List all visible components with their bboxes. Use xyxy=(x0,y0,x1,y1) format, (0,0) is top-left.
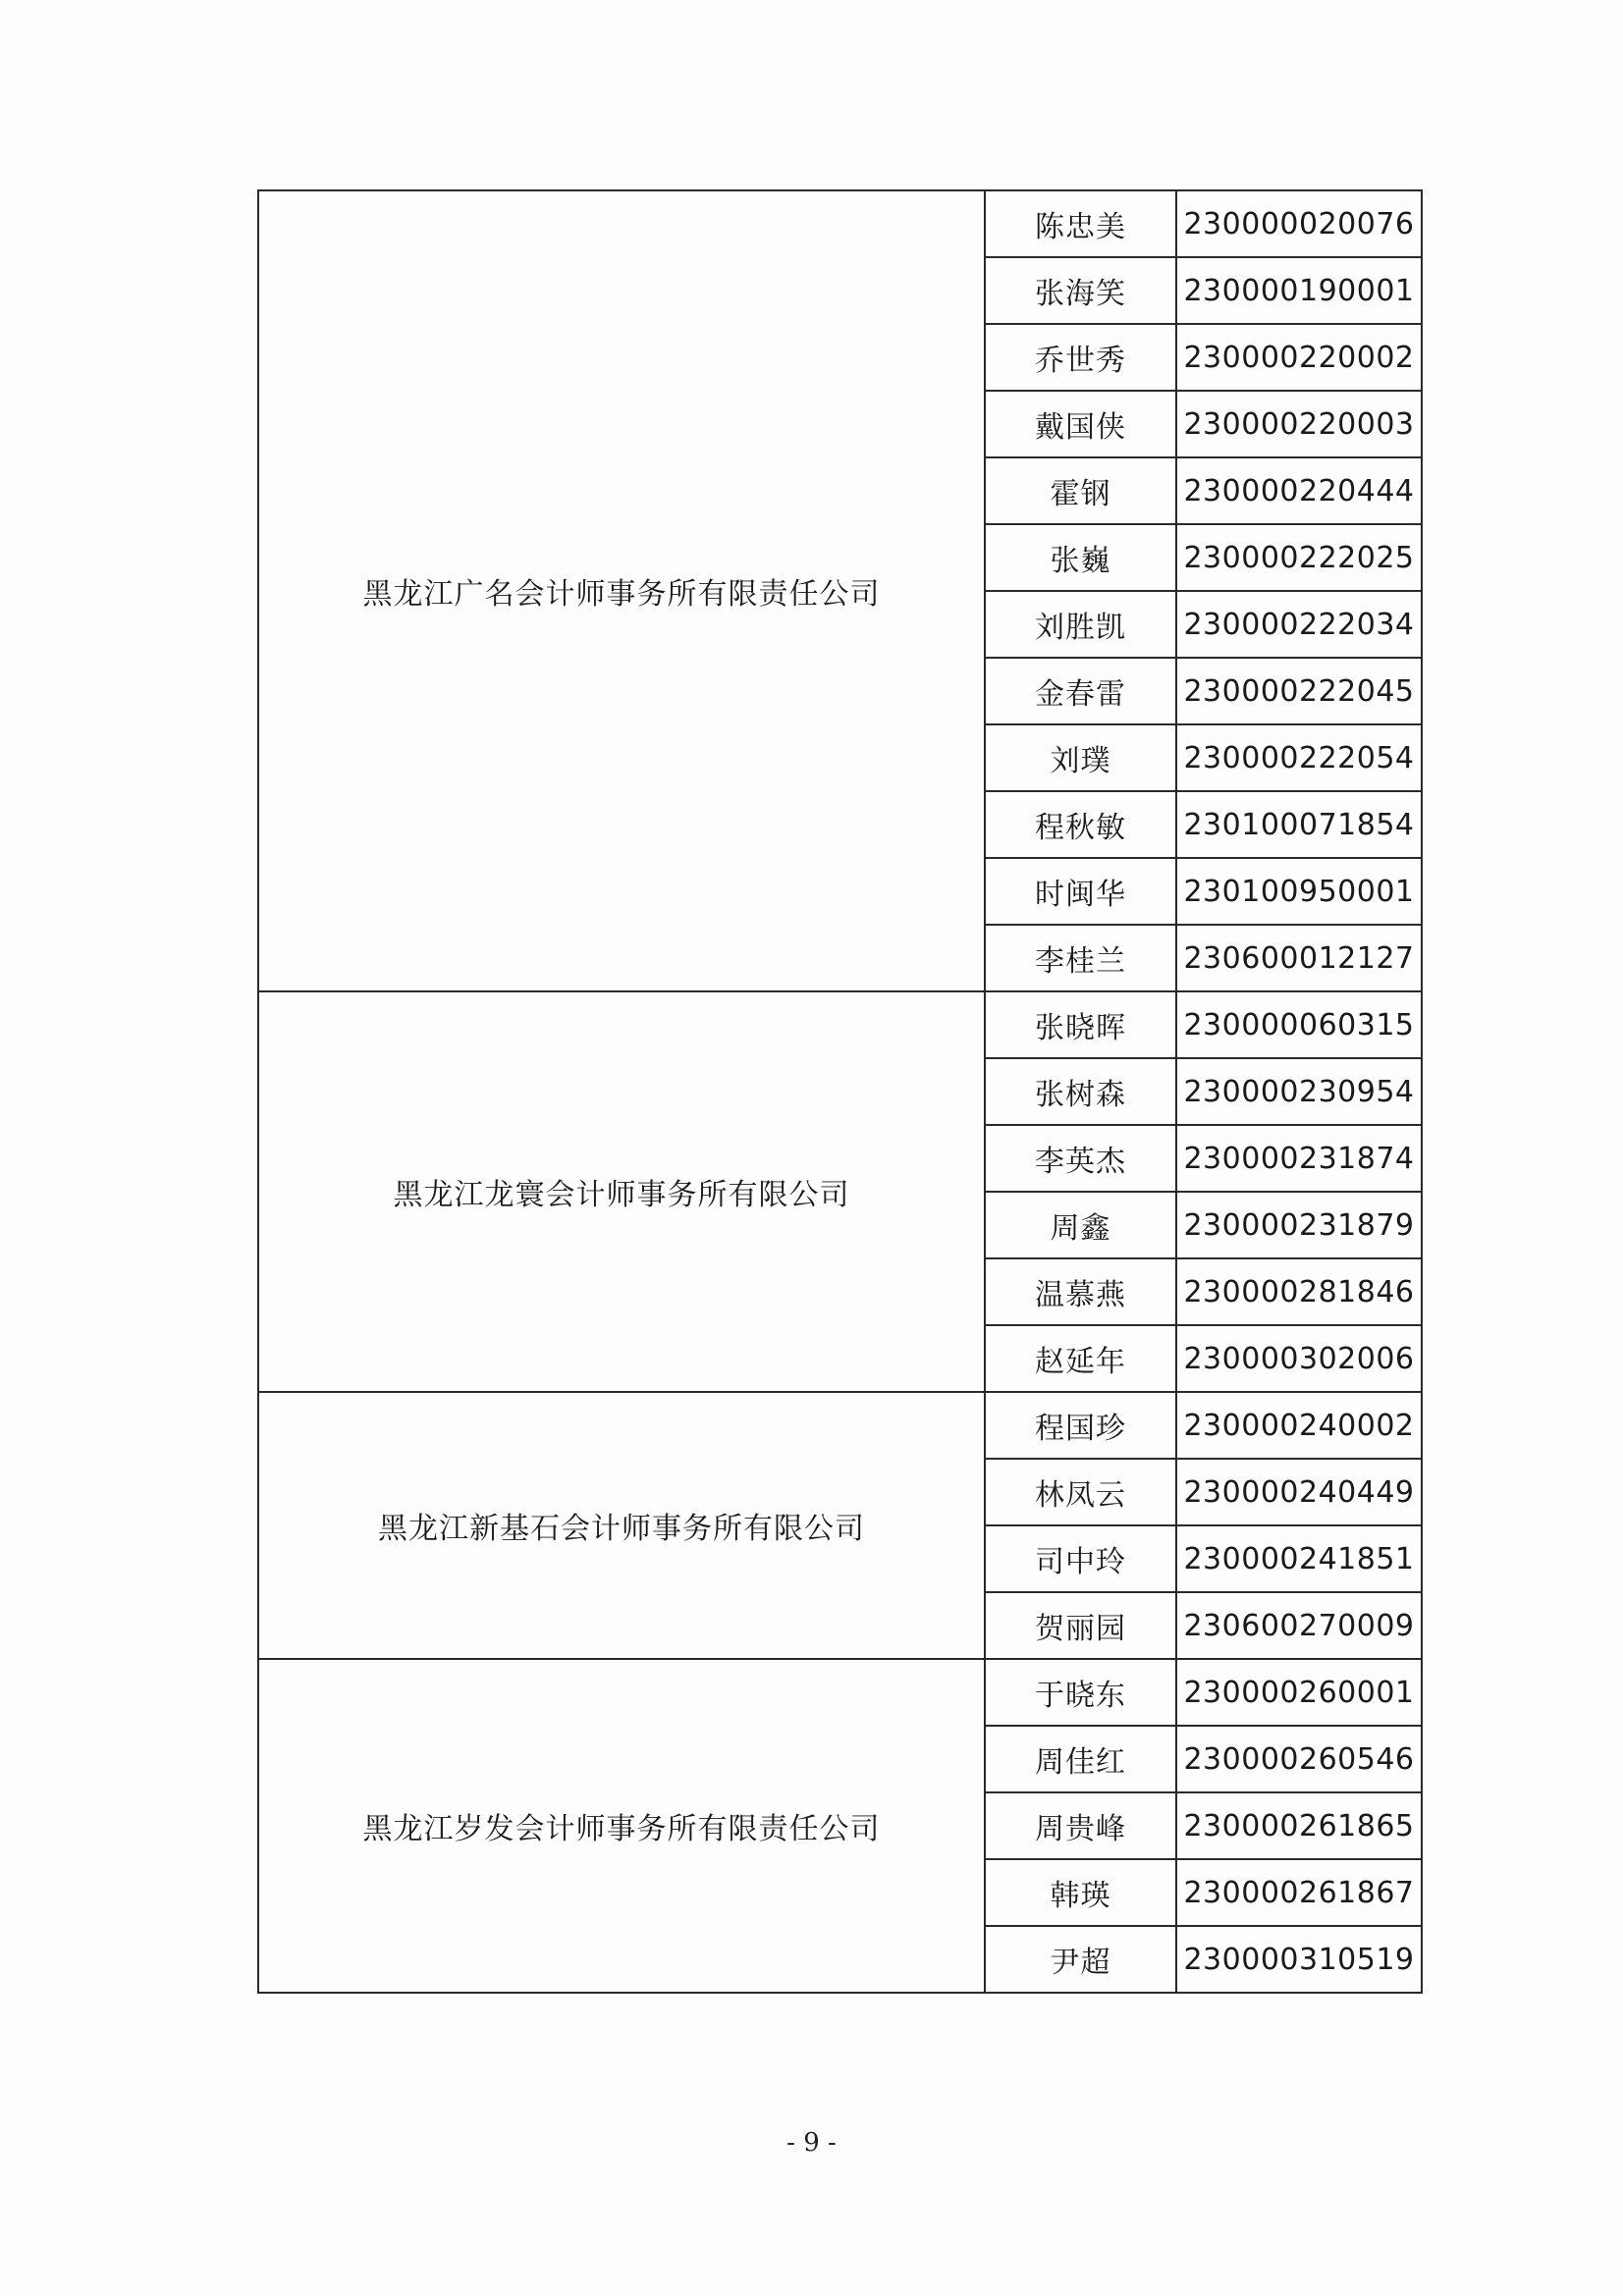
member-name-cell: 刘璞 xyxy=(985,724,1176,791)
certificate-number-cell: 230000222054 xyxy=(1176,724,1422,791)
certificate-number-cell: 230000220002 xyxy=(1176,324,1422,391)
member-name-cell: 刘胜凯 xyxy=(985,591,1176,658)
certificate-number-cell: 230000260001 xyxy=(1176,1659,1422,1726)
table-row xyxy=(258,991,1422,1058)
member-name-cell: 周佳红 xyxy=(985,1726,1176,1792)
certificate-number-cell: 230000240449 xyxy=(1176,1459,1422,1525)
certificate-number-cell: 230000230954 xyxy=(1176,1058,1422,1125)
certificate-number-cell: 230000302006 xyxy=(1176,1325,1422,1392)
page-number: - 9 - xyxy=(786,2128,837,2158)
member-name-cell: 陈忠美 xyxy=(985,190,1176,257)
firm-name-cell: 黑龙江龙寰会计师事务所有限公司 xyxy=(258,991,985,1392)
member-name-cell: 贺丽园 xyxy=(985,1592,1176,1659)
certificate-number-cell: 230100071854 xyxy=(1176,791,1422,858)
certificate-number-cell: 230000222025 xyxy=(1176,524,1422,591)
table-row xyxy=(258,190,1422,257)
certificate-number-cell: 230000222045 xyxy=(1176,658,1422,724)
member-name-cell: 程国珍 xyxy=(985,1392,1176,1459)
member-name-cell: 温慕燕 xyxy=(985,1258,1176,1325)
member-name-cell: 林凤云 xyxy=(985,1459,1176,1525)
certificate-number-cell: 230000190001 xyxy=(1176,257,1422,324)
accountant-roster-table xyxy=(257,189,1423,1994)
member-name-cell: 周贵峰 xyxy=(985,1792,1176,1859)
member-name-cell: 周鑫 xyxy=(985,1192,1176,1258)
certificate-number-cell: 230000220003 xyxy=(1176,391,1422,457)
member-name-cell: 张海笑 xyxy=(985,257,1176,324)
member-name-cell: 张树森 xyxy=(985,1058,1176,1125)
firm-name-cell: 黑龙江新基石会计师事务所有限公司 xyxy=(258,1392,985,1659)
certificate-number-cell: 230000310519 xyxy=(1176,1926,1422,1993)
firm-name-cell: 黑龙江广名会计师事务所有限责任公司 xyxy=(258,190,985,991)
member-name-cell: 尹超 xyxy=(985,1926,1176,1993)
certificate-number-cell: 230000060315 xyxy=(1176,991,1422,1058)
certificate-number-cell: 230000020076 xyxy=(1176,190,1422,257)
member-name-cell: 于晓东 xyxy=(985,1659,1176,1726)
member-name-cell: 霍钢 xyxy=(985,457,1176,524)
member-name-cell: 赵延年 xyxy=(985,1325,1176,1392)
member-name-cell: 韩瑛 xyxy=(985,1859,1176,1926)
member-name-cell: 金春雷 xyxy=(985,658,1176,724)
member-name-cell: 李英杰 xyxy=(985,1125,1176,1192)
certificate-number-cell: 230000241851 xyxy=(1176,1525,1422,1592)
firm-name-cell: 黑龙江岁发会计师事务所有限责任公司 xyxy=(258,1659,985,1993)
certificate-number-cell: 230000261867 xyxy=(1176,1859,1422,1926)
certificate-number-cell: 230100950001 xyxy=(1176,858,1422,925)
member-name-cell: 程秋敏 xyxy=(985,791,1176,858)
certificate-number-cell: 230000261865 xyxy=(1176,1792,1422,1859)
member-name-cell: 张晓晖 xyxy=(985,991,1176,1058)
member-name-cell: 李桂兰 xyxy=(985,925,1176,991)
certificate-number-cell: 230000281846 xyxy=(1176,1258,1422,1325)
member-name-cell: 乔世秀 xyxy=(985,324,1176,391)
table-row xyxy=(258,1659,1422,1726)
member-name-cell: 戴国侠 xyxy=(985,391,1176,457)
certificate-number-cell: 230000220444 xyxy=(1176,457,1422,524)
table-row xyxy=(258,1392,1422,1459)
certificate-number-cell: 230000231879 xyxy=(1176,1192,1422,1258)
member-name-cell: 张巍 xyxy=(985,524,1176,591)
member-name-cell: 司中玲 xyxy=(985,1525,1176,1592)
certificate-number-cell: 230000240002 xyxy=(1176,1392,1422,1459)
certificate-number-cell: 230000231874 xyxy=(1176,1125,1422,1192)
certificate-number-cell: 230600270009 xyxy=(1176,1592,1422,1659)
roster-body xyxy=(258,190,1422,1993)
certificate-number-cell: 230000260546 xyxy=(1176,1726,1422,1792)
certificate-number-cell: 230000222034 xyxy=(1176,591,1422,658)
certificate-number-cell: 230600012127 xyxy=(1176,925,1422,991)
member-name-cell: 时闽华 xyxy=(985,858,1176,925)
